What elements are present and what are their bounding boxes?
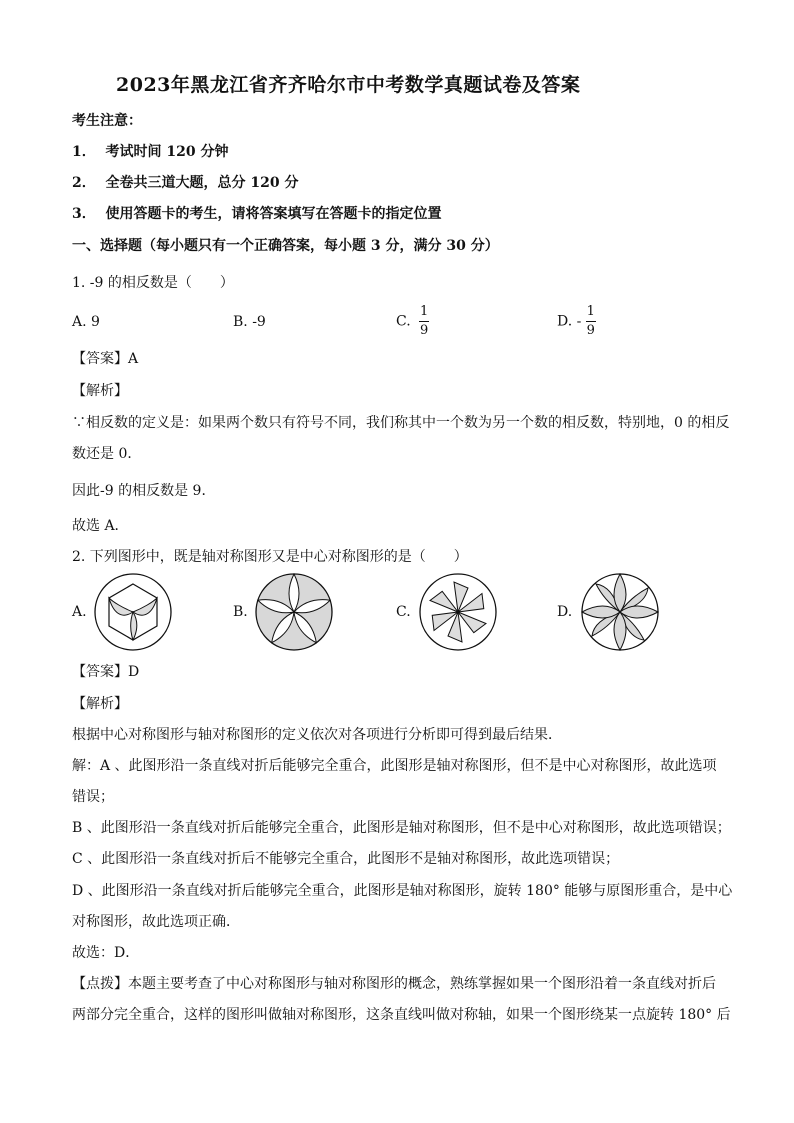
q1-option-c xyxy=(396,304,429,339)
q2-figure-c xyxy=(418,572,498,652)
q2-analysis-line: C 、此图形沿一条直线对折后不能够完全重合，此图形不是轴对称图形，故此选项错误； xyxy=(72,851,620,867)
q2-option-d-label: D. xyxy=(557,604,573,620)
q1-analysis-line: 因此-9 的相反数是 9． xyxy=(72,483,216,499)
q1-option-d-numerator: 1 xyxy=(586,304,595,319)
q1-option-d-fraction xyxy=(586,304,596,339)
q2-analysis-label: 【解析】 xyxy=(72,696,128,712)
notice-heading: 考生注意： xyxy=(72,113,142,129)
q2-analysis-line: D 、此图形沿一条直线对折后能够完全重合，此图形是轴对称图形，旋转 180° 能够与原图形重合，是中心 xyxy=(72,883,733,899)
q2-analysis-line: 故选：D． xyxy=(72,945,140,961)
notice-item-3-text: 使用答题卡的考生，请将答案填写在答题卡的指定位置 xyxy=(105,206,442,222)
q2-stem: 2. 下列图形中，既是轴对称图形又是中心对称图形的是（ ） xyxy=(72,549,468,565)
q1-option-b: B. -9 xyxy=(233,314,266,330)
q1-stem: 1. -9 的相反数是（ ） xyxy=(72,275,234,291)
q1-option-c-fraction xyxy=(419,304,429,339)
q2-figure-b xyxy=(254,572,334,652)
q2-figure-d xyxy=(580,572,660,652)
q2-analysis-line: 对称图形，故此选项正确． xyxy=(72,914,240,930)
q2-analysis-line: 解：A 、此图形沿一条直线对折后能够完全重合，此图形是轴对称图形，但不是中心对称图形，故此选项 xyxy=(72,758,717,774)
q1-analysis-line: ∵相反数的定义是：如果两个数只有符号不同，我们称其中一个数为另一个数的相反数，特别地，0 的相反 xyxy=(72,415,730,431)
q1-analysis-line: 数还是 0． xyxy=(72,446,142,462)
q1-option-d-denominator: 9 xyxy=(586,323,595,338)
q1-analysis-line: 故选 A． xyxy=(72,518,129,534)
page-title: 2023年黑龙江省齐齐哈尔市中考数学真题试卷及答案 xyxy=(116,74,581,96)
q1-option-c-label: C. xyxy=(396,313,411,330)
q1-option-c-denominator: 9 xyxy=(419,323,429,338)
notice-item-2-text: 全卷共三道大题，总分 120 分 xyxy=(105,175,299,191)
q1-option-d-label: D. - xyxy=(557,313,582,330)
q2-analysis-line: 根据中心对称图形与轴对称图形的定义依次对各项进行分析即可得到最后结果． xyxy=(72,727,562,743)
notice-item-1-text: 考试时间 120 分钟 xyxy=(105,144,229,160)
notice-item-1 xyxy=(72,141,228,161)
section-heading: 一、选择题（每小题只有一个正确答案，每小题 3 分，满分 30 分） xyxy=(72,238,499,254)
q2-option-b-label: B. xyxy=(233,604,248,620)
q2-figure-a xyxy=(93,572,173,652)
notice-item-2 xyxy=(72,172,298,192)
q1-option-a: A. 9 xyxy=(72,314,100,330)
q2-option-a-label: A. xyxy=(72,604,87,620)
q1-analysis-label: 【解析】 xyxy=(72,383,128,399)
notice-item-1-num: 1． xyxy=(72,144,96,160)
q2-analysis-line: B 、此图形沿一条直线对折后能够完全重合，此图形是轴对称图形，但不是中心对称图形，故此选项错误； xyxy=(72,820,731,836)
notice-item-3-num: 3． xyxy=(72,206,96,222)
q1-answer: 【答案】A xyxy=(72,351,139,367)
q2-tip-line: 【点拨】本题主要考查了中心对称图形与轴对称图形的概念，熟练掌握如果一个图形沿着一条直线对折后 xyxy=(72,976,716,992)
q2-tip-line: 两部分完全重合，这样的图形叫做轴对称图形，这条直线叫做对称轴，如果一个图形绕某一点旋转 180° 后 xyxy=(72,1007,731,1023)
notice-item-2-num: 2． xyxy=(72,175,96,191)
q2-analysis-line: 错误； xyxy=(72,789,114,805)
q2-answer: 【答案】D xyxy=(72,664,140,680)
notice-item-3 xyxy=(72,203,442,223)
q2-option-c-label: C. xyxy=(396,604,411,620)
q1-option-d xyxy=(557,304,596,339)
q1-option-c-numerator: 1 xyxy=(419,304,429,319)
